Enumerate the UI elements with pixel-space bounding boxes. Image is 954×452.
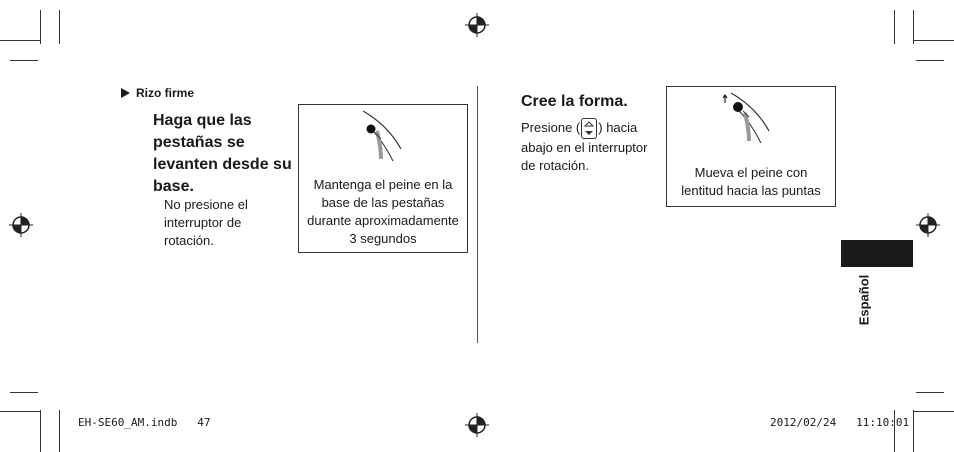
registration-mark-icon (916, 213, 940, 237)
caption-line: lentitud hacia las puntas (681, 183, 821, 198)
caption-line: Mueva el peine con (694, 165, 808, 180)
illustration-box-move (666, 86, 836, 207)
registration-mark-icon (465, 413, 489, 437)
footer-page-number: 47 (197, 416, 211, 429)
crop-mark (913, 10, 914, 44)
eye-comb-illustration-icon (357, 109, 413, 167)
caption-line: durante aproximadamente (307, 213, 459, 228)
bullet-item (121, 86, 194, 100)
crop-mark (913, 410, 914, 452)
step-heading (153, 110, 298, 198)
instruction-line (521, 118, 661, 139)
crop-mark (10, 60, 38, 61)
crop-mark (914, 411, 954, 412)
instruction-prefix: Presione ( (521, 119, 581, 135)
crop-mark (59, 10, 60, 44)
registration-mark-icon (465, 13, 489, 37)
instruction-line: abajo en el interruptor (521, 140, 648, 155)
footer-time: 11:10:01 (856, 416, 910, 429)
crop-mark (0, 411, 40, 412)
crop-mark (916, 392, 944, 393)
note-line: No presione el (164, 197, 248, 212)
crop-mark (10, 392, 38, 393)
registration-mark-icon (9, 213, 33, 237)
illustration-caption (299, 176, 467, 248)
note-line: rotación. (164, 233, 214, 248)
heading-line: pestañas se (153, 134, 245, 151)
crop-mark (59, 410, 60, 452)
instruction-line: de rotación. (521, 158, 589, 173)
bullet-label: Rizo firme (136, 86, 195, 100)
instruction-suffix: ) hacia (598, 119, 638, 135)
language-tab (841, 240, 913, 267)
footer-file (78, 416, 210, 429)
language-label (854, 270, 874, 330)
heading-line: levanten desde su (153, 156, 292, 173)
crop-mark (40, 10, 41, 44)
step-instruction (521, 118, 661, 175)
heading-line: base. (153, 178, 194, 195)
footer-timestamp (770, 416, 909, 429)
step-note (164, 196, 284, 250)
illustration-box-hold (298, 104, 468, 253)
language-text: Español (856, 274, 872, 326)
eye-comb-illustration-icon (723, 91, 783, 151)
illustration-caption (667, 164, 835, 200)
crop-mark (916, 60, 944, 61)
caption-line: base de las pestañas (321, 195, 445, 210)
footer-file-name: EH-SE60_AM.indb (78, 416, 178, 429)
crop-mark (40, 410, 41, 452)
triangle-bullet-icon (121, 88, 130, 98)
step-heading-right: Cree la forma. (521, 93, 628, 110)
crop-mark (894, 10, 895, 44)
heading-line: Haga que las (153, 112, 252, 129)
caption-line: 3 segundos (349, 231, 417, 246)
rotation-switch-icon (581, 118, 597, 139)
caption-line: Mantenga el peine en la (313, 177, 453, 192)
crop-mark (0, 40, 40, 41)
column-divider (477, 86, 478, 343)
note-line: interruptor de (164, 215, 242, 230)
footer-date: 2012/02/24 (770, 416, 837, 429)
crop-mark (914, 40, 954, 41)
